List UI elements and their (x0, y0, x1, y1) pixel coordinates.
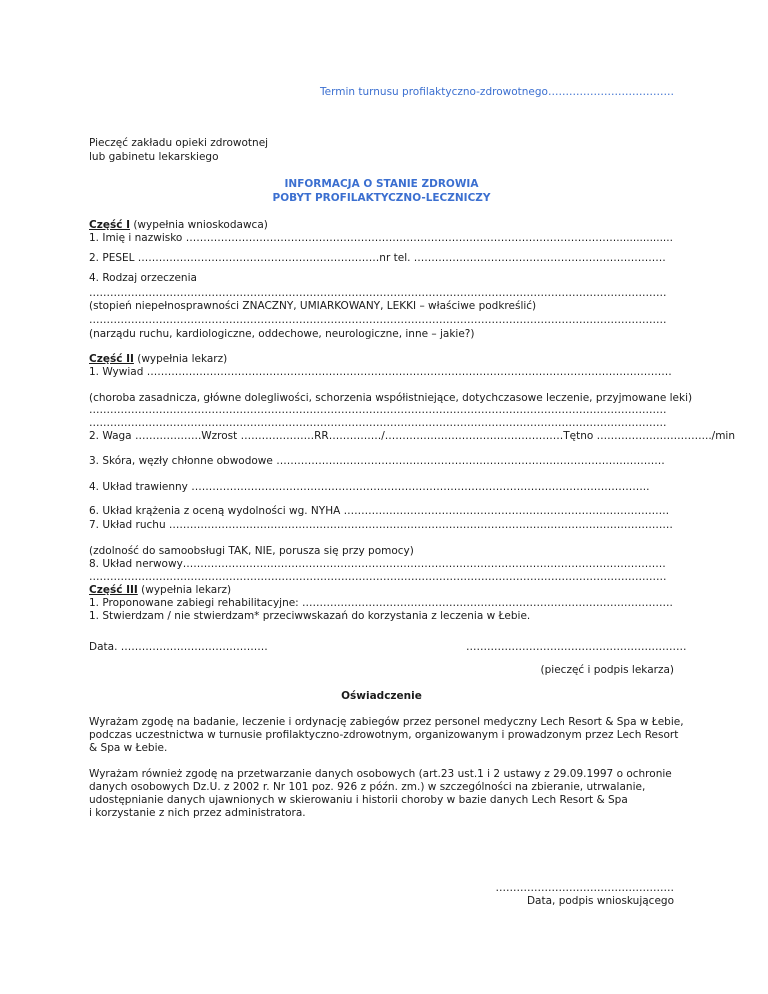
pesel-phone-field[interactable]: 2. PESEL ……………………………………………………………nr tel. ……………………………………………………………… (89, 252, 666, 264)
part3-title: Część III (89, 584, 138, 596)
stamp-line-1: Pieczęć zakładu opieki zdrowotnej (89, 137, 269, 149)
selfcare-note: (zdolność do samoobsługi TAK, NIE, porusza się przy pomocy) (89, 545, 414, 557)
form-title: INFORMACJA O STANIE ZDROWIA (284, 178, 479, 190)
disability-degree-note: (stopień niepełnosprawności ZNACZNY, UMIARKOWANY, LEKKI – właściwe podkreślić) (89, 300, 537, 312)
declaration-p1-line1: Wyrażam zgodę na badanie, leczenie i ordynację zabiegów przez personel medyczny Lech Resort & Spa w Łebie, (89, 716, 684, 728)
certificate-field[interactable]: ………………………………………………………………………………………………………………………………………………… (89, 287, 667, 299)
part2-note: (wypełnia lekarz) (133, 353, 228, 365)
part1-title: Część I (89, 219, 130, 231)
part2-title: Część II (89, 353, 134, 365)
part1-heading (89, 219, 268, 232)
form-subtitle: POBYT PROFILAKTYCZNO-LECZNICZY (272, 192, 491, 204)
skin-field[interactable]: 3. Skóra, węzły chłonne obwodowe ………………………………………………………………………………………………… (89, 455, 665, 467)
certificate-label: 4. Rodzaj orzeczenia (89, 272, 197, 284)
treatments-field[interactable]: 1. Proponowane zabiegi rehabilitacyjne: ……………………………………………………………………………………………. (89, 597, 673, 609)
name-field[interactable]: 1. Imię i nazwisko ……………………………………………………………………………………………………………................. (89, 232, 673, 244)
part3-note: (wypełnia lekarz) (137, 584, 232, 596)
declaration-p2-line2: danych osobowych Dz.U. z 2002 r. Nr 101 poz. 926 z późn. zm.) w szczególności na zbieranie, utrwalanie, (89, 781, 646, 793)
disease-field-2[interactable]: ………………………………………………………………………………………………………………………………………………… (89, 417, 667, 429)
stamp-line-2: lub gabinetu lekarskiego (89, 151, 219, 163)
part2-heading (89, 353, 227, 366)
doctor-signature-caption: (pieczęć i podpis lekarza) (540, 664, 674, 676)
term-line: Termin turnusu profilaktyczno-zdrowotnego……………………………… (320, 86, 674, 98)
doctor-signature-field[interactable]: ……………………………………………………… (466, 641, 687, 653)
declaration-p2-line3: udostępnianie danych ujawnionych w skierowaniu i historii choroby w bazie danych Lech Resort & Spa (89, 794, 628, 806)
declaration-p1-line3: & Spa w Łebie. (89, 742, 168, 754)
part1-note: (wypełnia wnioskodawca) (129, 219, 268, 231)
nervous-field-2[interactable]: ………………………………………………………………………………………………………………………………………………… (89, 571, 667, 583)
declaration-p1-line2: podczas uczestnictwa w turnusie profilaktyczno-zdrowotnym, organizowanym i prowadzonym przez Lech Resort (89, 729, 679, 741)
declaration-title: Oświadczenie (341, 690, 422, 702)
disease-field-1[interactable]: ………………………………………………………………………………………………………………………………………………… (89, 404, 667, 416)
vitals-field[interactable]: 2. Waga ……………….Wzrost …………………RR……………/……………………………………………Tętno ………………………….../min (89, 430, 735, 442)
declaration-p2-line1: Wyrażam również zgodę na przetwarzanie danych osobowych (art.23 ust.1 i 2 ustawy z 29.09.1997 o ochronie (89, 768, 672, 780)
organ-field[interactable]: ………………………………………………………………………………………………………………………………………………… (89, 314, 667, 326)
part3-heading (89, 584, 231, 597)
applicant-signature-caption: Data, podpis wnioskującego (526, 895, 674, 907)
circulatory-field[interactable]: 6. Układ krążenia z oceną wydolności wg. NYHA ………………………………………………………………………………… (89, 505, 670, 517)
nervous-field[interactable]: 8. Układ nerwowy………………………………………………………………………………………………………………………… (89, 558, 666, 570)
declaration-p2-line4: i korzystanie z nich przez administratora. (89, 807, 306, 819)
digestive-field[interactable]: 4. Układ trawienny ………………………………………………………………………………………………………………….. (89, 481, 650, 493)
history-field[interactable]: 1. Wywiad …………………………………………………………………………………………………………………………………… (89, 366, 672, 378)
contraindication-statement: 1. Stwierdzam / nie stwierdzam* przeciwwskazań do korzystania z leczenia w Łebie. (89, 610, 531, 622)
doctor-date-field[interactable]: Data. …………………………………… (89, 641, 268, 653)
disease-note: (choroba zasadnicza, główne dolegliwości, schorzenia współistniejące, dotychczasowe leczenie, przyjmowane leki) (89, 392, 693, 404)
organ-note: (narządu ruchu, kardiologiczne, oddechowe, neurologiczne, inne – jakie?) (89, 328, 475, 340)
applicant-signature-field[interactable]: …………………………………………… (495, 882, 674, 894)
motor-field[interactable]: 7. Układ ruchu ……………………………………………………………………………………………………………………………… (89, 519, 673, 531)
